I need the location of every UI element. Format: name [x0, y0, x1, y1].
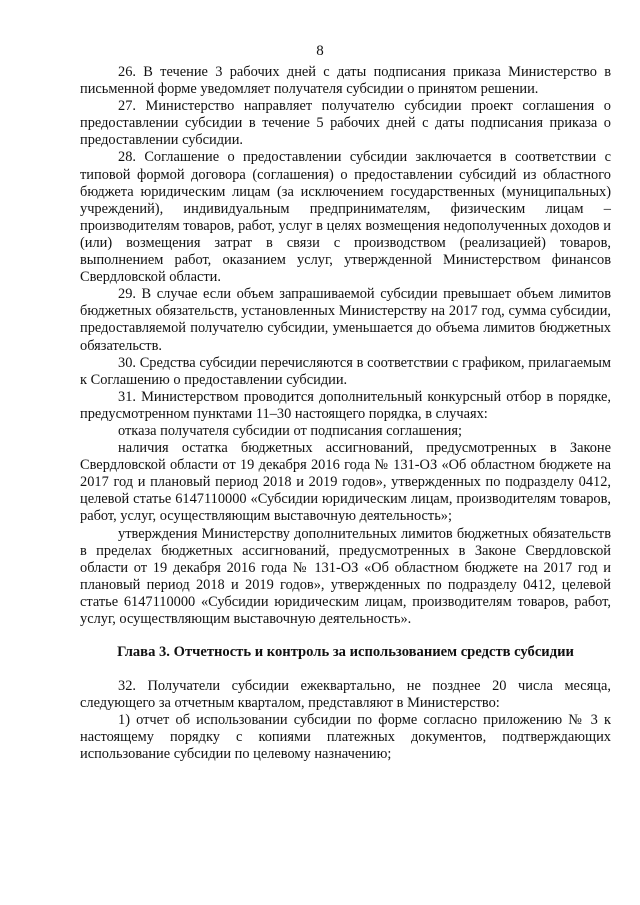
paragraph-31-case-additional-limits: утверждения Министерству дополнительных лимитов бюджетных обязательств в пределах бюджетных ассигнований, предусмотренных в Законе Свердловской области от 19 декабря 2016 года № 131-ОЗ «Об областном бюджете на 2017 год и плановый период 2018 и 2019 годов», утвержденных по подразделу 0412, целевой статье 6147110000 «Субсидии юридическим лицам, производителям товаров, работ, услуг, осуществляющим выставочную деятельность». — [80, 525, 611, 627]
paragraph-31: 31. Министерством проводится дополнительный конкурсный отбор в порядке, предусмотренном пунктами 11–30 настоящего порядка, в случаях: — [80, 388, 611, 422]
paragraph-32: 32. Получатели субсидии ежеквартально, не позднее 20 числа месяца, следующего за отчетным кварталом, представляют в Министерство: — [80, 678, 611, 712]
paragraph-29: 29. В случае если объем запрашиваемой субсидии превышает объем лимитов бюджетных обязательств, установленных Министерству на 2017 год, сумма субсидии, предоставляемой получателю субсидии, уменьшается до объема лимитов бюджетных обязательств. — [80, 286, 611, 354]
paragraph-27: 27. Министерство направляет получателю субсидии проект соглашения о предоставлении субсидии в течение 5 рабочих дней с даты подписания приказа о предоставлении субсидии. — [80, 98, 611, 149]
paragraph-32-item-1: 1) отчет об использовании субсидии по форме согласно приложению № 3 к настоящему порядку с копиями платежных документов, подтверждающих использование субсидии по целевому назначению; — [80, 712, 611, 763]
chapter-3-title: Глава 3. Отчетность и контроль за использованием средств субсидии — [117, 644, 574, 661]
paragraph-28: 28. Соглашение о предоставлении субсидии заключается в соответствии с типовой формой договора (соглашения) о предоставлении субсидий из областного бюджета юридическим лицам (за исключением государственных (муниципальных) учреждений), индивидуальным предпринимателям, физическим лицам – производителям товаров, работ, услуг в целях возмещения недополученных доходов и (или) возмещения затрат в связи с производством (реализацией) товаров, выполнением работ, оказанием услуг, утвержденной Министерством финансов Свердловской области. — [80, 149, 611, 286]
document-body — [80, 64, 611, 764]
page-number: 8 — [316, 43, 324, 59]
paragraph-30: 30. Средства субсидии перечисляются в соответствии с графиком, прилагаемым к Соглашению о предоставлении субсидии. — [80, 354, 611, 388]
paragraph-31-case-remaining-allocations: наличия остатка бюджетных ассигнований, предусмотренных в Законе Свердловской области от 19 декабря 2016 года № 131-ОЗ «Об областном бюджете на 2017 год и плановый период 2018 и 2019 годов», утвержденных по подразделу 0412, целевой статье 6147110000 «Субсидии юридическим лицам, производителям товаров, работ, услуг, осуществляющим выставочную деятельность»; — [80, 440, 611, 525]
paragraph-26: 26. В течение 3 рабочих дней с даты подписания приказа Министерство в письменной форме уведомляет получателя субсидии о принятом решении. — [80, 64, 611, 98]
paragraph-31-case-refusal: отказа получателя субсидии от подписания соглашения; — [118, 422, 462, 439]
